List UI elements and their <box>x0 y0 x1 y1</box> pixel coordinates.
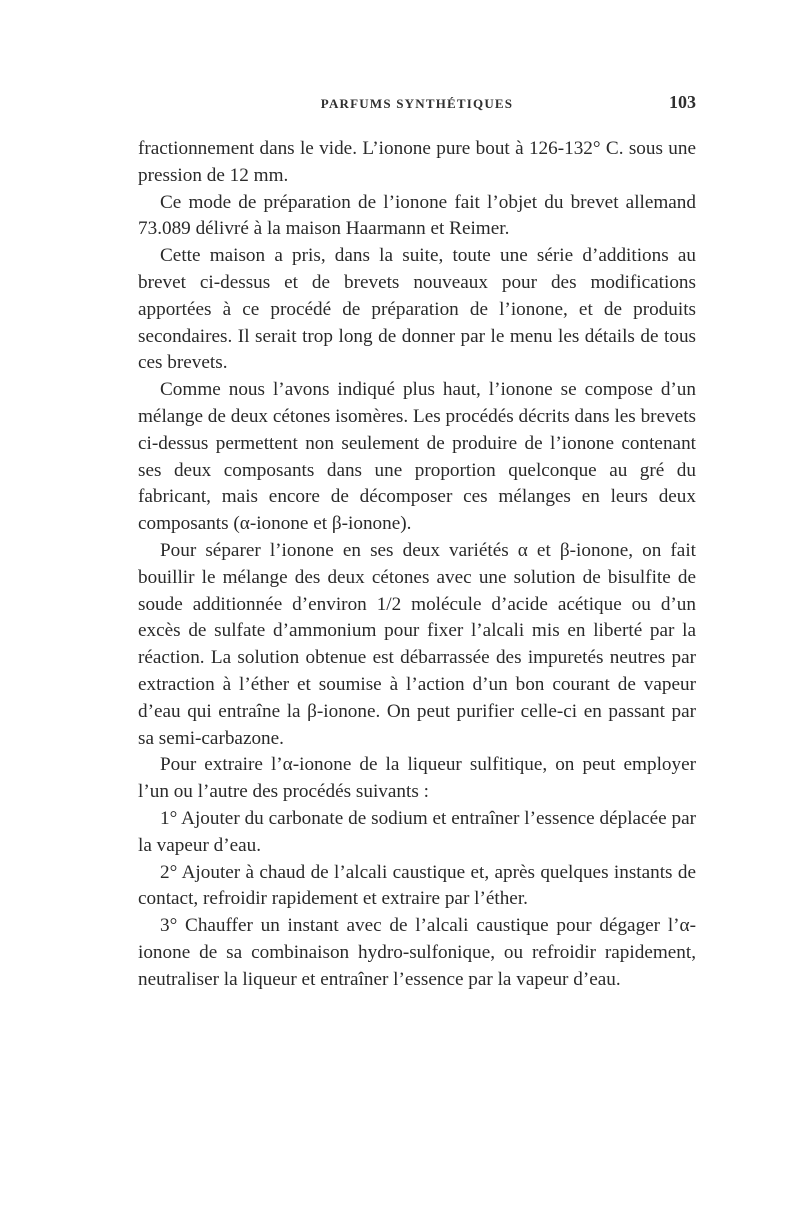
paragraph-extraction: Pour extraire l’α-ionone de la liqueur sulfitique, on peut employer l’un ou l’autre des procédés suivants : <box>138 754 696 803</box>
body-text <box>138 136 696 994</box>
paragraph-separation: Pour séparer l’ionone en ses deux variétés α et β-ionone, on fait bouillir le mélange des deux cétones avec une solution de bisulfite de soude additionnée d’environ 1/2 molécule d’acide acétique ou d’un excès de sulfate d’ammonium pour fixer l’alcali mis en liberté par la réaction. La solution obtenue est débarrassée des impuretés neutres par extraction à l’éther et soumise à l’action d’un bon courant de vapeur d’eau qui entraîne la β-ionone. On peut purifier celle-ci en passant par sa semi-carbazone. <box>138 539 696 749</box>
book-page <box>138 92 696 994</box>
paragraph-patent: Ce mode de préparation de l’ionone fait l’objet du brevet allemand 73.089 délivré à la maison Haarmann et Reimer. <box>138 191 696 240</box>
paragraph-method-2: 2° Ajouter à chaud de l’alcali caustique et, après quelques instants de contact, refroidir rapidement et extraire par l’éther. <box>138 861 696 910</box>
page-number: 103 <box>669 92 696 112</box>
paragraph-additions: Cette maison a pris, dans la suite, toute une série d’additions au brevet ci-dessus et de brevets nouveaux pour des modifications apportées à ce procédé de préparation de l’ionone, et de produits secondaires. Il serait trop long de donner par le menu les détails de tous ces brevets. <box>138 245 696 374</box>
paragraph-continuation: fractionnement dans le vide. L’ionone pure bout à 126-132° C. sous une pression de 12 mm. <box>138 138 696 186</box>
page-header <box>138 92 696 122</box>
paragraph-isomers: Comme nous l’avons indiqué plus haut, l’ionone se compose d’un mélange de deux cétones isomères. Les procédés décrits dans les brevets ci-dessus permettent non seulement de produire de l’ionone contenant ses deux composants dans une proportion quelconque au gré du fabricant, mais encore de décomposer ces mélanges en leurs deux composants (α-ionone et β-ionone). <box>138 379 696 535</box>
running-title: PARFUMS SYNTHÉTIQUES <box>320 96 514 111</box>
paragraph-method-1: 1° Ajouter du carbonate de sodium et entraîner l’essence déplacée par la vapeur d’eau. <box>138 807 696 856</box>
paragraph-method-3: 3° Chauffer un instant avec de l’alcali caustique pour dégager l’α-ionone de sa combinaison hydro-sulfonique, ou refroidir rapidement, neutraliser la liqueur et entraîner l’essence par la vapeur d’eau. <box>138 915 696 990</box>
